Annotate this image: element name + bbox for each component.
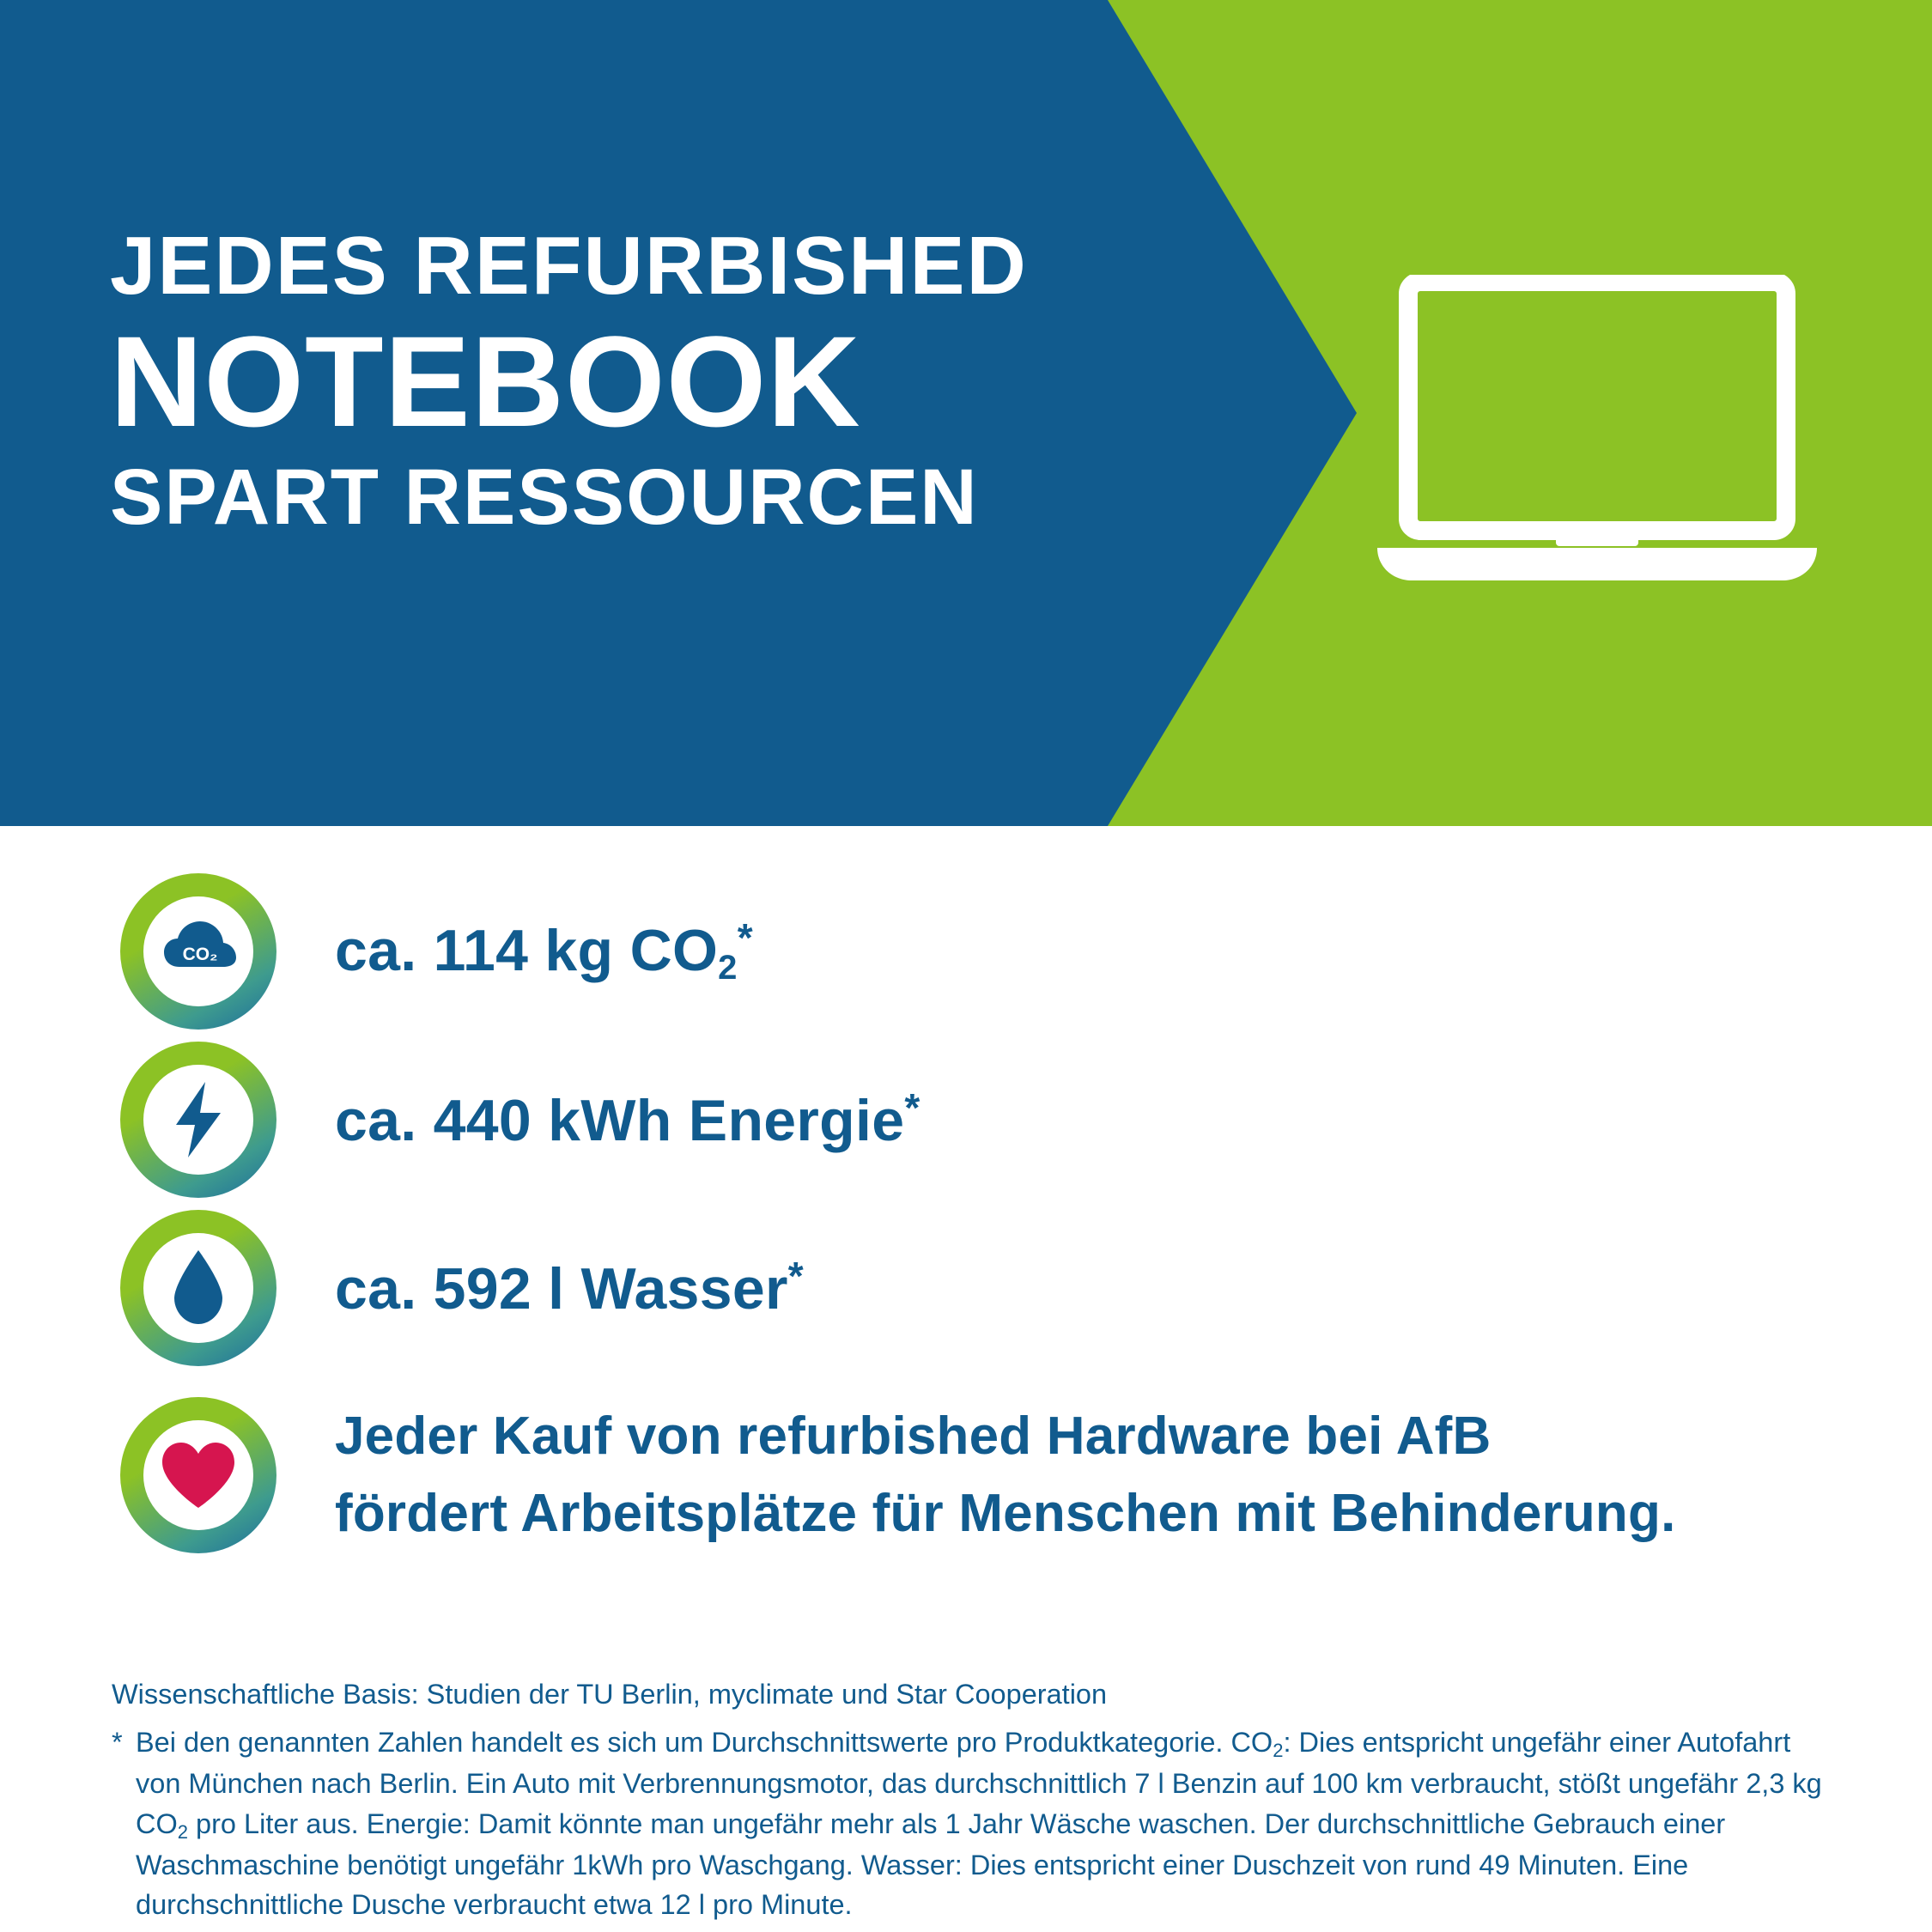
footnote-part-3: pro Liter aus. Energie: Damit könnte man ungefähr mehr als 1 Jahr Wäsche waschen. Der durchschnittliche Gebrauch einer Waschmaschine benötigt ungefähr 1kWh pro Waschgang. Wasser: Dies entspricht einer Duschzeit von rund 49 Minuten. Eine durchschnittliche Dusche verbraucht etwa 12 l pro Minute. [136, 1807, 1726, 1920]
social-line-2: fördert Arbeitsplätze für Menschen mit Behinderung. [335, 1484, 1676, 1543]
footnote-sub-2: 2 [177, 1820, 188, 1843]
fact-row-water [0, 1204, 1932, 1372]
fact-co2-sub: 2 [718, 949, 738, 987]
page-title [110, 220, 1123, 541]
header-banner [0, 0, 1932, 826]
badge-inner [143, 1065, 253, 1175]
footnotes [112, 1674, 1829, 1924]
fact-water-prefix: ca. 592 l Wasser [335, 1256, 788, 1322]
title-line-1: JEDES REFURBISHED [110, 220, 1028, 312]
badge-inner [143, 1233, 253, 1343]
badge-inner [143, 1420, 253, 1530]
footnote-part-2: : Dies entspricht ungefähr einer Autofahrt von München nach Berlin. Ein Auto mit Verbrennungsmotor, das durchschnittlich 7 l Benzin auf 100 km verbraucht, stößt ungefähr 2,3 kg CO [136, 1727, 1822, 1839]
fact-co2-prefix: ca. 114 kg CO [335, 918, 719, 983]
footnote-part-1: Bei den genannten Zahlen handelt es sich um Durchschnittswerte pro Produktkategorie. CO [136, 1727, 1273, 1759]
laptop-icon [1374, 275, 1820, 584]
footnote-star-marker: * [112, 1727, 123, 1759]
fact-row-co2 [0, 867, 1932, 1036]
fact-co2-sup: * [737, 915, 753, 960]
title-line-3: SPART RESSOURCEN [110, 453, 979, 541]
social-line-1: Jeder Kauf von refurbished Hardware bei AfB [335, 1406, 1492, 1467]
co2-cloud-icon [157, 910, 240, 993]
badge-social [120, 1397, 276, 1553]
svg-text:CO₂: CO₂ [182, 945, 218, 964]
fact-label-co2 [335, 917, 753, 986]
fact-energy-prefix: ca. 440 kWh Energie [335, 1088, 905, 1154]
fact-label-social [335, 1398, 1676, 1552]
badge-energy [120, 1042, 276, 1198]
badge-co2 [120, 873, 276, 1030]
badge-water [120, 1210, 276, 1366]
fact-label-water [335, 1255, 804, 1320]
footnote-basis: Wissenschaftliche Basis: Studien der TU Berlin, myclimate und Star Cooperation [112, 1679, 1108, 1710]
facts-list [0, 867, 1932, 1578]
fact-label-energy [335, 1085, 920, 1154]
fact-water-sup: * [787, 1254, 804, 1299]
footnote-sub-1: 2 [1273, 1740, 1284, 1762]
water-drop-icon [167, 1247, 229, 1329]
fact-row-energy [0, 1036, 1932, 1204]
badge-inner [143, 896, 253, 1006]
fact-row-social [0, 1372, 1932, 1578]
fact-energy-sup: * [904, 1085, 920, 1131]
lightning-bolt-icon [162, 1078, 234, 1161]
heart-icon [159, 1439, 238, 1511]
title-line-2: NOTEBOOK [110, 309, 861, 453]
footnote-body [136, 1722, 1829, 1924]
footnote-asterisk-block [112, 1722, 1829, 1924]
